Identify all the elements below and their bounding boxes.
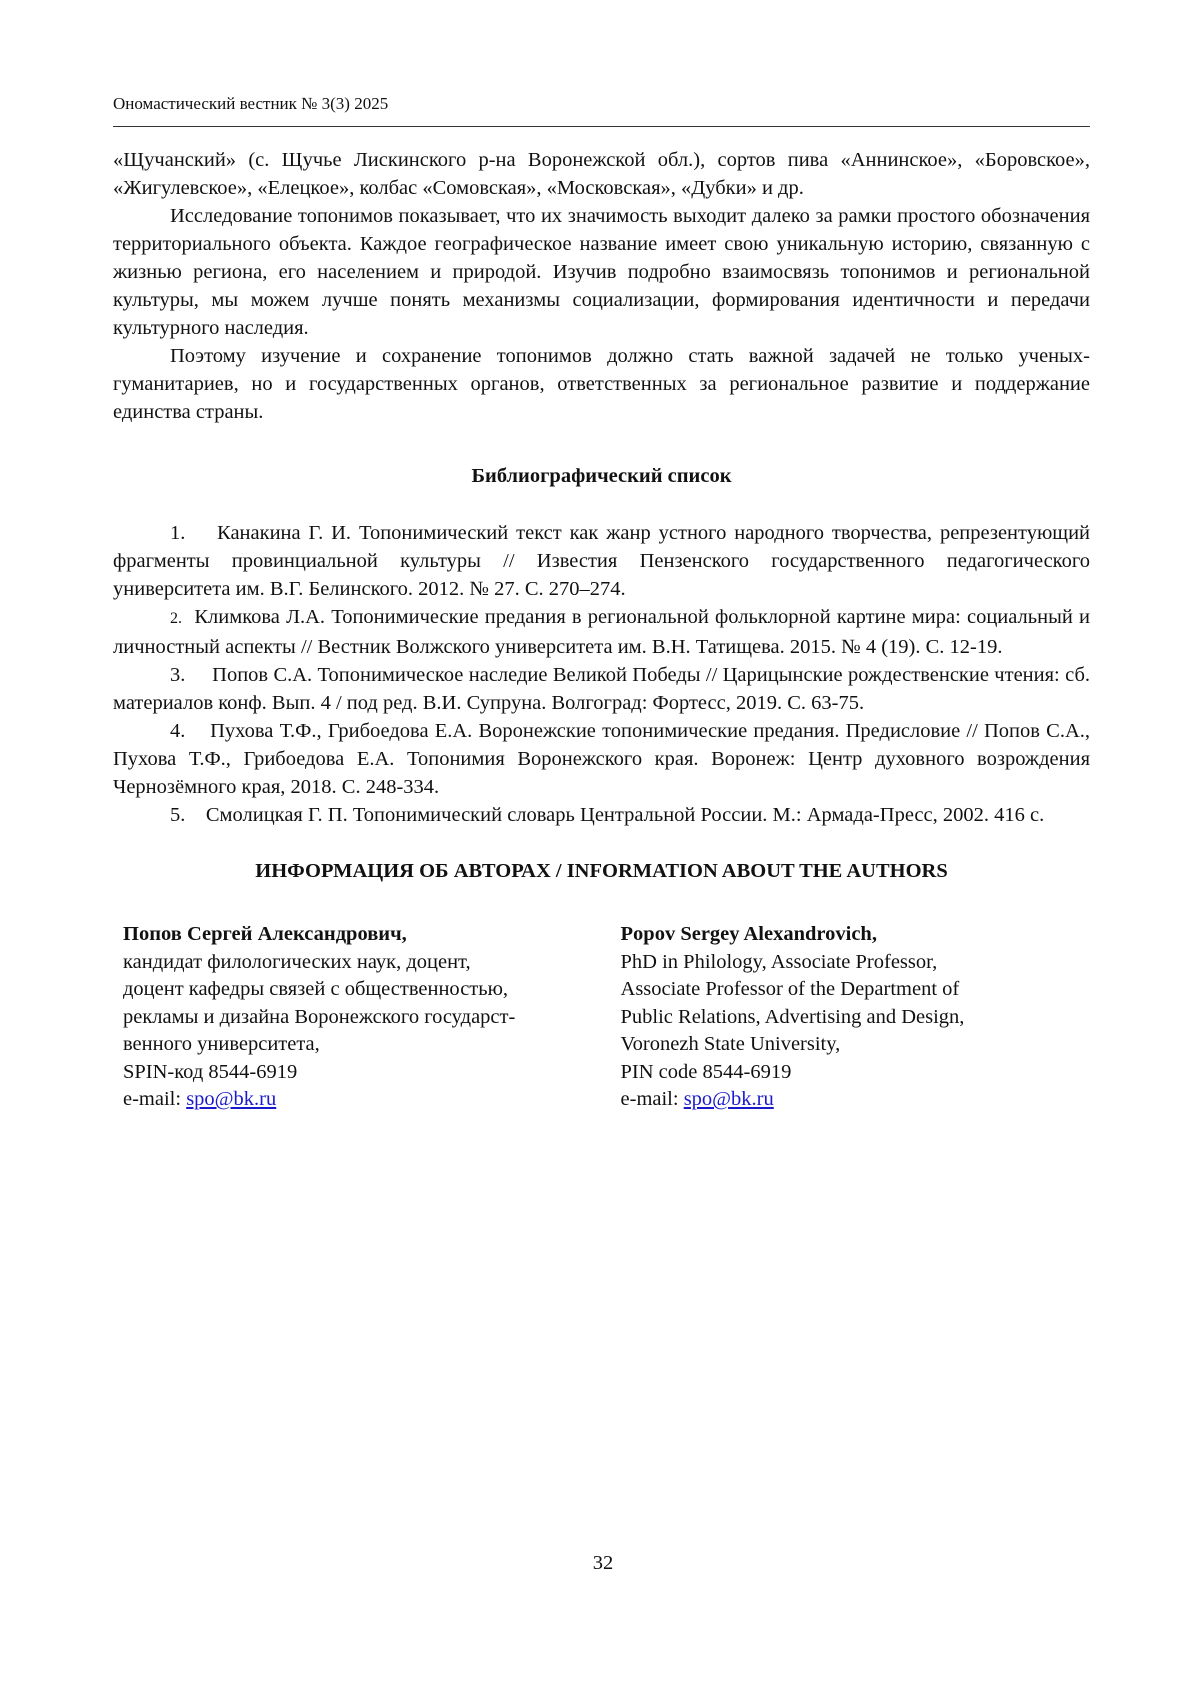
item-text: Канакина Г. И. Топонимический текст как жанр устного народного творчества, репрезентующий фрагменты провинциальной культуры // Известия Пензенского государственного педагогического университета им. В.Г. Белинского. 2012. № 27. С. 270–274. [113, 522, 1090, 600]
email-link[interactable]: spo@bk.ru [186, 1088, 276, 1110]
authors-title: ИНФОРМАЦИЯ ОБ АВТОРАХ / INFORMATION ABOUT THE AUTHORS [113, 857, 1090, 885]
email-link[interactable]: spo@bk.ru [684, 1088, 774, 1110]
author-email-row [621, 1086, 1090, 1114]
email-label: e-mail: [123, 1088, 186, 1110]
author-line: кандидат филологических наук, доцент, [123, 949, 591, 977]
item-text: Пухова Т.Ф., Грибоедова Е.А. Воронежские топонимические предания. Предисловие // Попов С.А., Пухова Т.Ф., Грибоедова Е.А. Топонимия Воронежского края. Воронеж: Центр духовного возрождения Чернозёмного края, 2018. С. 248-334. [113, 720, 1090, 798]
bibliography-list [113, 519, 1090, 829]
paragraph: Исследование топонимов показывает, что их значимость выходит далеко за рамки простого обозначения территориального объекта. Каждое географическое название имеет свою уникальную историю, связанную с жизнью региона, его населением и природой. Изучив подробно взаимосвязь топонимов и региональной культуры, мы можем лучше понять механизмы социализации, формирования идентичности и передачи культурного наследия. [113, 202, 1090, 342]
author-ru [123, 921, 591, 1114]
author-name: Popov Sergey Alexandrovich, [621, 921, 1090, 949]
author-line: PIN code 8544-6919 [621, 1059, 1090, 1087]
paragraph: «Щучанский» (с. Щучье Лискинского р-на Воронежской обл.), сортов пива «Аннинское», «Боровское», «Жигулевское», «Елецкое», колбас «Сомовская», «Московская», «Дубки» и др. [113, 146, 1090, 202]
authors-info [113, 921, 1090, 1114]
bibliography-item [113, 603, 1090, 661]
bibliography-item [113, 661, 1090, 717]
item-number: 3. [170, 664, 185, 686]
bibliography-item [113, 519, 1090, 603]
email-label: e-mail: [621, 1088, 684, 1110]
running-header: Ономастический вестник № 3(3) 2025 [113, 94, 388, 114]
author-line: венного университета, [123, 1031, 591, 1059]
item-text: Смолицкая Г. П. Топонимический словарь Центральной России. М.: Армада-Пресс, 2002. 416 с. [206, 804, 1044, 826]
author-name: Попов Сергей Александрович, [123, 921, 591, 949]
author-line: Public Relations, Advertising and Design, [621, 1004, 1090, 1032]
author-line: Voronezh State University, [621, 1031, 1090, 1059]
paragraph: Поэтому изучение и сохранение топонимов должно стать важной задачей не только ученых-гуманитариев, но и государственных органов, ответственных за региональное развитие и поддержание единства страны. [113, 342, 1090, 426]
item-number: 2. [170, 610, 182, 627]
author-line: Associate Professor of the Department of [621, 976, 1090, 1004]
author-en [621, 921, 1090, 1114]
bibliography-title: Библиографический список [113, 462, 1090, 490]
author-email-row [123, 1086, 591, 1114]
author-line: PhD in Philology, Associate Professor, [621, 949, 1090, 977]
author-line: доцент кафедры связей с общественностью, [123, 976, 591, 1004]
item-number: 1. [170, 522, 185, 544]
header-rule [113, 126, 1090, 127]
bibliography-item [113, 801, 1090, 829]
item-number: 4. [170, 720, 185, 742]
author-line: SPIN-код 8544-6919 [123, 1059, 591, 1087]
item-text: Попов С.А. Топонимическое наследие Великой Победы // Царицынские рождественские чтения: сб. материалов конф. Вып. 4 / под ред. В.И. Супруна. Волгоград: Фортесс, 2019. С. 63-75. [113, 664, 1090, 714]
author-line: рекламы и дизайна Воронежского государст- [123, 1004, 591, 1032]
page-body [113, 146, 1090, 1114]
item-number: 5. [170, 804, 185, 826]
bibliography-item [113, 717, 1090, 801]
page-number: 32 [0, 1552, 1200, 1575]
item-text: Климкова Л.А. Топонимические предания в региональной фольклорной картине мира: социальный и личностный аспекты // Вестник Волжского университета им. В.Н. Татищева. 2015. № 4 (19). С. 12-19. [113, 606, 1090, 658]
